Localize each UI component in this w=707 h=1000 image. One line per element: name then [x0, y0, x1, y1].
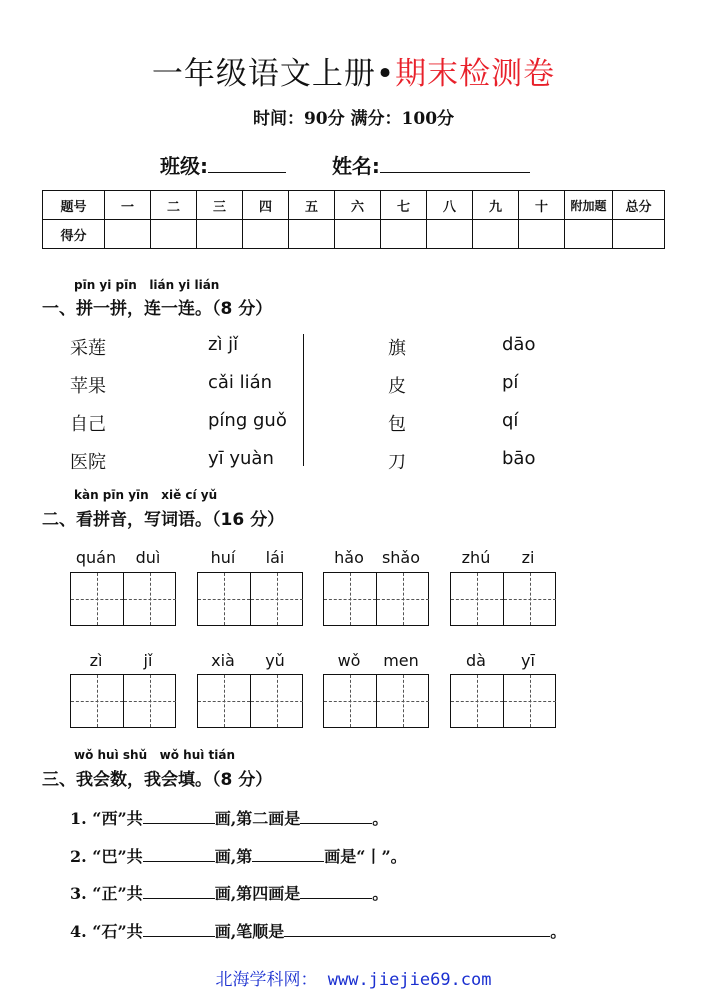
q4-text-b: 画,笔顺是 — [214, 922, 285, 941]
right-pinyin: dāo — [502, 334, 536, 355]
left-word: 自己 — [70, 414, 106, 435]
question-3 — [70, 881, 388, 904]
score-cell[interactable] — [289, 220, 335, 249]
score-col: 五 — [289, 191, 335, 220]
left-pinyin: zì jǐ — [208, 334, 239, 355]
q4-text-c: 。 — [550, 922, 567, 941]
class-field[interactable] — [208, 154, 286, 173]
q4-blank-1[interactable] — [143, 920, 215, 937]
name-field[interactable] — [380, 154, 530, 173]
score-cell[interactable] — [335, 220, 381, 249]
score-cell[interactable] — [565, 220, 613, 249]
score-col: 二 — [151, 191, 197, 220]
writing-grid[interactable] — [70, 674, 176, 728]
score-col: 一 — [105, 191, 151, 220]
right-pinyin: bāo — [502, 448, 536, 469]
grid-pinyin: jǐ — [143, 651, 153, 670]
writing-grid[interactable] — [323, 674, 429, 728]
grid-pinyin: duì — [135, 548, 161, 567]
score-cell[interactable] — [519, 220, 565, 249]
left-word: 采莲 — [70, 338, 106, 359]
grid-pinyin: wǒ — [337, 651, 361, 670]
grid-pinyin: huí — [210, 548, 236, 567]
score-cell[interactable] — [243, 220, 289, 249]
left-word: 医院 — [70, 452, 106, 473]
writing-grid[interactable] — [323, 572, 429, 626]
q4-text-a: 4. “石”共 — [70, 922, 143, 941]
score-cell[interactable] — [105, 220, 151, 249]
left-pinyin: píng guǒ — [208, 410, 287, 431]
writing-grid[interactable] — [197, 674, 303, 728]
q1-text-c: 。 — [372, 809, 389, 828]
exam-info: 时间：90分 满分：100分 — [252, 109, 455, 129]
title-dot: • — [375, 56, 396, 92]
score-cell[interactable] — [197, 220, 243, 249]
right-char: 刀 — [388, 452, 406, 473]
question-4 — [70, 919, 566, 942]
q3-text-c: 。 — [372, 884, 389, 903]
q2-blank-2[interactable] — [252, 845, 324, 862]
question-2 — [70, 844, 407, 867]
page-title — [0, 48, 707, 93]
score-col: 六 — [335, 191, 381, 220]
question-1 — [70, 806, 388, 829]
grid-pinyin: yǔ — [265, 651, 285, 670]
section2-title: 二、看拼音，写词语。（16 分） — [42, 510, 285, 530]
q2-text-c: 画是“丨”。 — [324, 847, 407, 866]
q3-text-a: 3. “正”共 — [70, 884, 143, 903]
score-col: 附加题 — [565, 191, 613, 220]
grid-pinyin: yī — [521, 651, 535, 670]
writing-grid[interactable] — [450, 674, 556, 728]
section3-pinyin: wǒ huì shǔ wǒ huì tián — [74, 748, 236, 762]
footer-watermark: 北海学科网： www.jiejie69.com — [215, 970, 492, 990]
q3-blank-2[interactable] — [300, 882, 372, 899]
q1-text-b: 画,第二画是 — [214, 809, 301, 828]
grid-pinyin: zi — [521, 548, 535, 567]
score-col: 九 — [473, 191, 519, 220]
q2-text-b: 画,第 — [214, 847, 253, 866]
score-col: 三 — [197, 191, 243, 220]
q1-blank-1[interactable] — [143, 807, 215, 824]
score-col: 八 — [427, 191, 473, 220]
right-char: 皮 — [388, 376, 406, 397]
section3-title: 三、我会数，我会填。（8 分） — [42, 770, 273, 790]
q2-blank-1[interactable] — [143, 845, 215, 862]
section1-title: 一、拼一拼，连一连。（8 分） — [42, 299, 273, 319]
title-main: 一年级语文上册 — [151, 56, 376, 92]
title-highlight: 期末检测卷 — [395, 56, 556, 92]
q4-blank-2[interactable] — [284, 920, 550, 937]
q2-text-a: 2. “巴”共 — [70, 847, 143, 866]
column-divider — [303, 334, 304, 466]
grid-pinyin: quán — [75, 548, 117, 567]
section2-pinyin: kàn pīn yīn xiě cí yǔ — [74, 488, 218, 502]
right-char: 包 — [388, 414, 406, 435]
score-cell[interactable] — [151, 220, 197, 249]
section1-pinyin: pīn yi pīn lián yi lián — [74, 278, 220, 292]
score-cell[interactable] — [473, 220, 519, 249]
grid-pinyin: zì — [89, 651, 103, 670]
q3-text-b: 画,第四画是 — [214, 884, 301, 903]
score-row-label: 得分 — [43, 220, 105, 249]
q3-blank-1[interactable] — [143, 882, 215, 899]
right-pinyin: qí — [502, 410, 519, 431]
score-cell[interactable] — [427, 220, 473, 249]
grid-pinyin: zhú — [461, 548, 491, 567]
score-value-row — [43, 220, 665, 249]
q1-text-a: 1. “西”共 — [70, 809, 143, 828]
class-label: 班级: — [160, 154, 208, 178]
grid-pinyin: men — [383, 651, 419, 670]
grid-pinyin: dà — [466, 651, 486, 670]
writing-grid[interactable] — [450, 572, 556, 626]
student-info-line — [160, 150, 530, 179]
left-pinyin: yī yuàn — [208, 448, 274, 469]
score-header-row — [43, 191, 665, 220]
score-table — [42, 190, 665, 249]
writing-grid[interactable] — [197, 572, 303, 626]
grid-pinyin: shǎo — [381, 548, 421, 567]
right-char: 旗 — [388, 338, 406, 359]
score-col: 四 — [243, 191, 289, 220]
grid-pinyin: lái — [265, 548, 285, 567]
right-pinyin: pí — [502, 372, 519, 393]
q1-blank-2[interactable] — [300, 807, 372, 824]
score-cell[interactable] — [613, 220, 665, 249]
score-header-label: 题号 — [43, 191, 105, 220]
grid-pinyin: xià — [211, 651, 235, 670]
score-col: 十 — [519, 191, 565, 220]
left-word: 苹果 — [70, 376, 106, 397]
score-cell[interactable] — [381, 220, 427, 249]
score-col: 总分 — [613, 191, 665, 220]
writing-grid[interactable] — [70, 572, 176, 626]
grid-pinyin: hǎo — [334, 548, 364, 567]
score-col: 七 — [381, 191, 427, 220]
left-pinyin: cǎi lián — [208, 372, 273, 393]
name-label: 姓名: — [331, 154, 380, 178]
